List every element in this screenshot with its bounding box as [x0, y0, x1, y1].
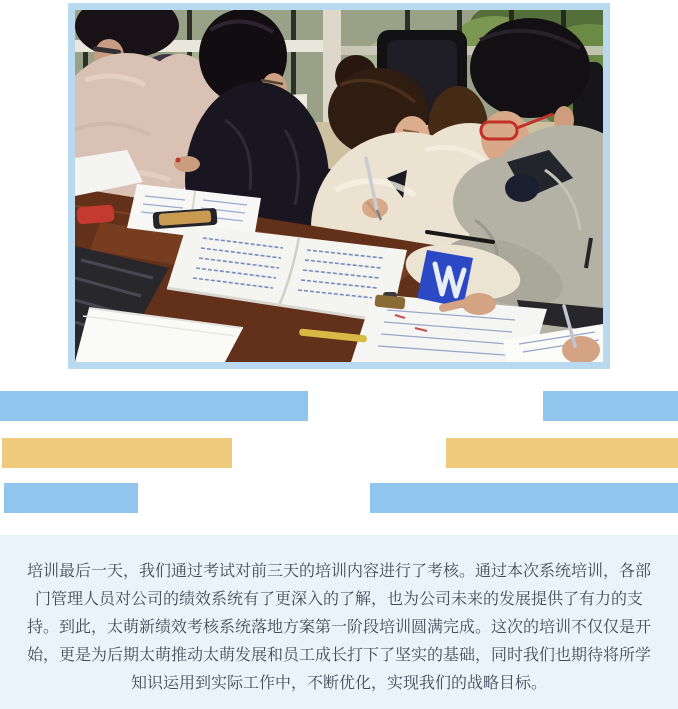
photo-frame	[68, 3, 610, 369]
placeholder-bar-blue-top-right	[543, 391, 678, 421]
training-exam-photo	[75, 10, 603, 362]
placeholder-bar-yellow-mid-right	[446, 438, 678, 468]
placeholder-bar-blue-bottom-right	[370, 483, 678, 513]
article-paragraph: 培训最后一天，我们通过考试对前三天的培训内容进行了考核。通过本次系统培训，各部门管理人员对公司的绩效系统有了更深入的了解，也为公司未来的发展提供了有力的支持。到此，太萌新绩效考核系统落地方案第一阶段培训圆满完成。这次的培训不仅仅是开始，更是为后期太萌推动太萌发展和员工成长打下了坚实的基础，同时我们也期待将所学知识运用到实际工作中，不断优化，实现我们的战略目标。	[26, 563, 651, 692]
placeholder-bar-blue-top-left	[0, 391, 308, 421]
article-text-box	[0, 535, 678, 709]
placeholder-bar-blue-bottom-left	[4, 483, 138, 513]
placeholder-bar-yellow-mid-left	[2, 438, 232, 468]
